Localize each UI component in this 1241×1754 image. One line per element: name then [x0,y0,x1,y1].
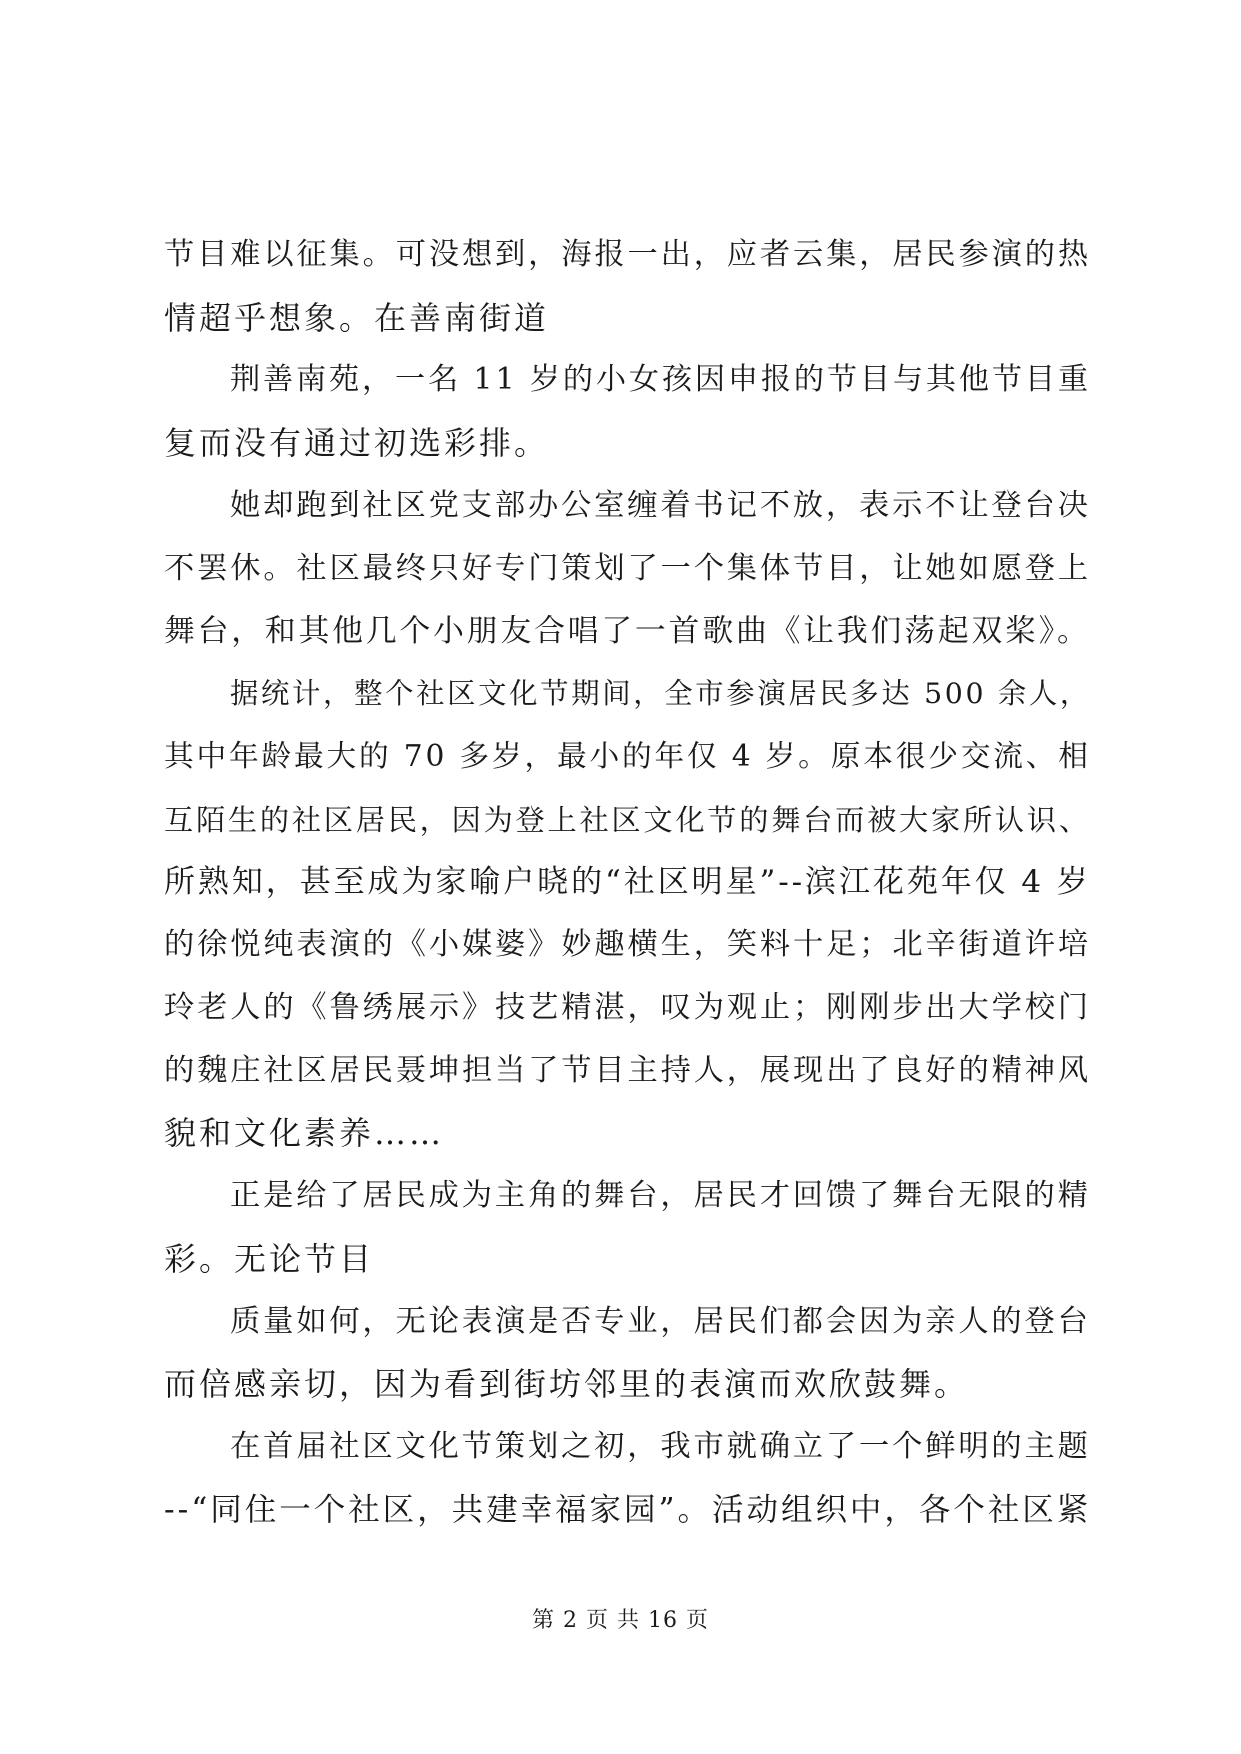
text-line: 不罢休。社区最终只好专门策划了一个集体节目，让她如愿登上 [164,551,1091,586]
text-line: 节目难以征集。可没想到，海报一出，应者云集，居民参演的热 [164,237,1091,272]
text-line: 她却跑到社区党支部办公室缠着书记不放，表示不让登台决 [230,488,1091,523]
text-line: 玲老人的《鲁绣展示》技艺精湛，叹为观止；刚刚步出大学校门 [164,990,1091,1025]
text-line: 其中年龄最大的 70 多岁，最小的年仅 4 岁。原本很少交流、相 [164,739,1091,774]
text-line: 情超乎想象。在善南街道 [164,299,550,337]
page-number-footer: 第 2 页 共 16 页 [532,1608,709,1633]
text-line: 的徐悦纯表演的《小媒婆》妙趣横生，笑料十足；北辛街道许培 [164,927,1091,962]
text-line: 据统计，整个社区文化节期间，全市参演居民多达 500 余人， [230,677,1091,710]
text-line: 正是给了居民成为主角的舞台，居民才回馈了舞台无限的精 [230,1178,1091,1213]
text-line: 互陌生的社区居民，因为登上社区文化节的舞台而被大家所认识、 [164,803,1091,837]
text-line: 舞台，和其他几个小朋友合唱了一首歌曲《让我们荡起双桨》。 [164,613,1091,649]
text-line: 在首届社区文化节策划之初，我市就确立了一个鲜明的主题 [230,1429,1091,1464]
text-line: 质量如何，无论表演是否专业，居民们都会因为亲人的登台 [230,1304,1091,1339]
text-line: 所熟知，甚至成为家喻户晓的“社区明星”--滨江花苑年仅 4 岁 [164,864,1091,900]
text-line: 复而没有通过初选彩排。 [164,424,550,462]
text-line: 荆善南苑，一名 11 岁的小女孩因申报的节目与其他节目重 [230,362,1091,397]
text-line: 而倍感亲切，因为看到街坊邻里的表演而欢欣鼓舞。 [164,1365,970,1403]
text-line: 貌和文化素养…… [164,1114,445,1152]
text-line: --“同住一个社区，共建幸福家园”。活动组织中，各个社区紧 [164,1492,1092,1528]
text-line: 彩。无论节目 [164,1240,375,1278]
text-line: 的魏庄社区居民聂坤担当了节目主持人，展现出了良好的精神风 [164,1053,1091,1088]
